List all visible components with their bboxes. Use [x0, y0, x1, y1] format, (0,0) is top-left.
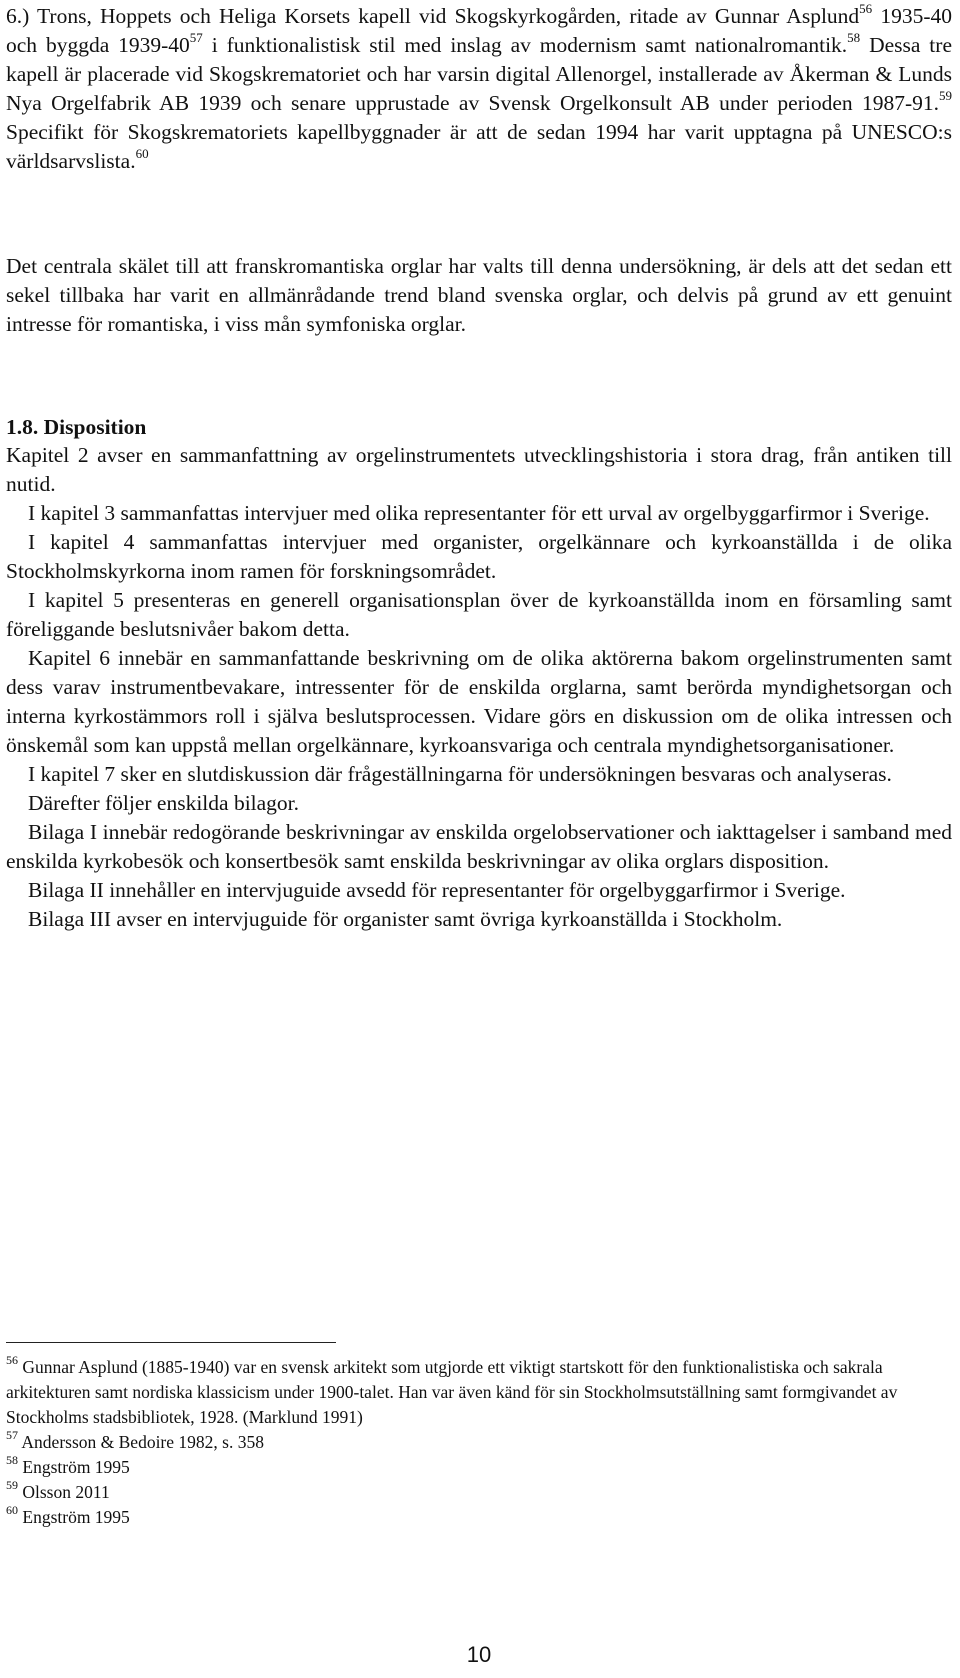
disposition-paragraph: Kapitel 6 innebär en sammanfattande beskrivning om de olika aktörerna bakom orgelinstrumenten samt dess varav instrumentbevakare, intressenter för de enskilda orglarna, samt berörda myndighetsorgan och interna kyrkostämmors roll i själva beslutsprocessen. Vidare görs en diskussion om de olika intressen och önskemål som kan uppstå mellan orgelkännare, kyrkoansvariga och centrala myndighetsorganisationer.: [6, 646, 952, 757]
chapel-text-1: 6.) Trons, Hoppets och Heliga Korsets kapell vid Skogskyrkogården, ritade av Gunnar Asplund: [6, 4, 860, 28]
chapel-text-5: Specifikt för Skogskrematoriets kapellbyggnader är att de sedan 1994 har varit upptagna på UNESCO:s världsarvslista.: [6, 120, 952, 173]
disposition-paragraph: Bilaga I innebär redogörande beskrivningar av enskilda orgelobservationer och iakttagelser i samband med enskilda kyrkobesök och konsertbesök samt enskilda beskrivningar av olika orglars disposition.: [6, 820, 952, 873]
disposition-paragraph: I kapitel 7 sker en slutdiskussion där frågeställningarna för undersökningen besvaras och analyseras.: [28, 762, 892, 786]
chapel-paragraph: [6, 2, 952, 176]
footnote-number: 60: [6, 1503, 18, 1518]
footnote: [6, 1355, 952, 1430]
footnote-ref-60[interactable]: 60: [135, 145, 149, 161]
page-number: 10: [466, 1642, 492, 1667]
disposition-paragraph: I kapitel 5 presenteras en generell organisationsplan över de kyrkoanställda inom en församling samt föreliggande beslutsnivåer bakom detta.: [6, 588, 952, 641]
disposition-paragraph: Därefter följer enskilda bilagor.: [28, 791, 300, 815]
disposition-section: [6, 441, 952, 934]
rationale-paragraph: Det centrala skälet till att franskromantiska orglar har valts till denna undersökning, är dels att det sedan ett sekel tillbaka har varit en allmänrådande trend bland svenska orglar, och delvis på grund av ett genuint intresse för romantiska, i viss mån symfoniska orglar.: [6, 254, 952, 336]
footnote-number: 57: [6, 1428, 18, 1443]
footnote-number: 58: [6, 1453, 18, 1468]
chapel-text-3: i funktionalistisk stil med inslag av modernism samt nationalromantik.: [202, 33, 848, 57]
footnote-number: 56: [6, 1353, 18, 1368]
disposition-paragraph: Bilaga II innehåller en intervjuguide avsedd för representanter för orgelbyggarfirmor i Sverige.: [28, 878, 846, 902]
footnote-ref-57[interactable]: 57: [189, 29, 203, 45]
footnote-number: 59: [6, 1478, 18, 1493]
footnote-text: Engström 1995: [18, 1457, 130, 1477]
footnote: [6, 1505, 952, 1530]
footnote: [6, 1480, 952, 1505]
disposition-paragraph: I kapitel 3 sammanfattas intervjuer med olika representanter för ett urval av orgelbyggarfirmor i Sverige.: [28, 501, 930, 525]
footnote-text: Engström 1995: [18, 1507, 130, 1527]
disposition-paragraph: I kapitel 4 sammanfattas intervjuer med organister, orgelkännare och kyrkoanställda i de olika Stockholmskyrkorna inom ramen för forskningsområdet.: [6, 530, 952, 583]
footnote-ref-59[interactable]: 59: [939, 87, 952, 103]
footnote-ref-56[interactable]: 56: [859, 0, 873, 16]
chapel-text-4: Dessa tre kapell är placerade vid Skogskrematoriet och har varsin digital Allenorgel, installerade av Åkerman & Lunds Nya Orgelfabrik AB 1939 och senare upprustade av Svensk Orgelkonsult AB under perioden 1987-91.: [6, 33, 952, 115]
footnotes: [6, 1355, 952, 1530]
footnote-text: Olsson 2011: [18, 1482, 110, 1502]
footnote-text: Andersson & Bedoire 1982, s. 358: [18, 1432, 264, 1452]
footnote-divider: [6, 1342, 336, 1343]
footnote: [6, 1430, 952, 1455]
disposition-paragraph: Bilaga III avser en intervjuguide för organister samt övriga kyrkoanställda i Stockholm.: [28, 907, 783, 931]
footnote-text: Gunnar Asplund (1885-1940) var en svensk arkitekt som utgjorde ett viktigt startskott för den funktionalistiska och sakrala arkitekturen samt nordiska klassicism under 1900-talet. Han var även känd för sin Stockholmsutställning samt formgivandet av Stockholms stadsbibliotek, 1928. (Marklund 1991): [6, 1357, 898, 1427]
footnote-ref-58[interactable]: 58: [847, 29, 861, 45]
section-heading: 1.8. Disposition: [6, 415, 147, 439]
chapel-text-2: 1935-40 och byggda 1939-40: [6, 4, 952, 57]
disposition-paragraph: Kapitel 2 avser en sammanfattning av orgelinstrumentets utvecklingshistoria i stora drag, från antiken till nutid.: [6, 443, 952, 496]
footnote: [6, 1455, 952, 1480]
